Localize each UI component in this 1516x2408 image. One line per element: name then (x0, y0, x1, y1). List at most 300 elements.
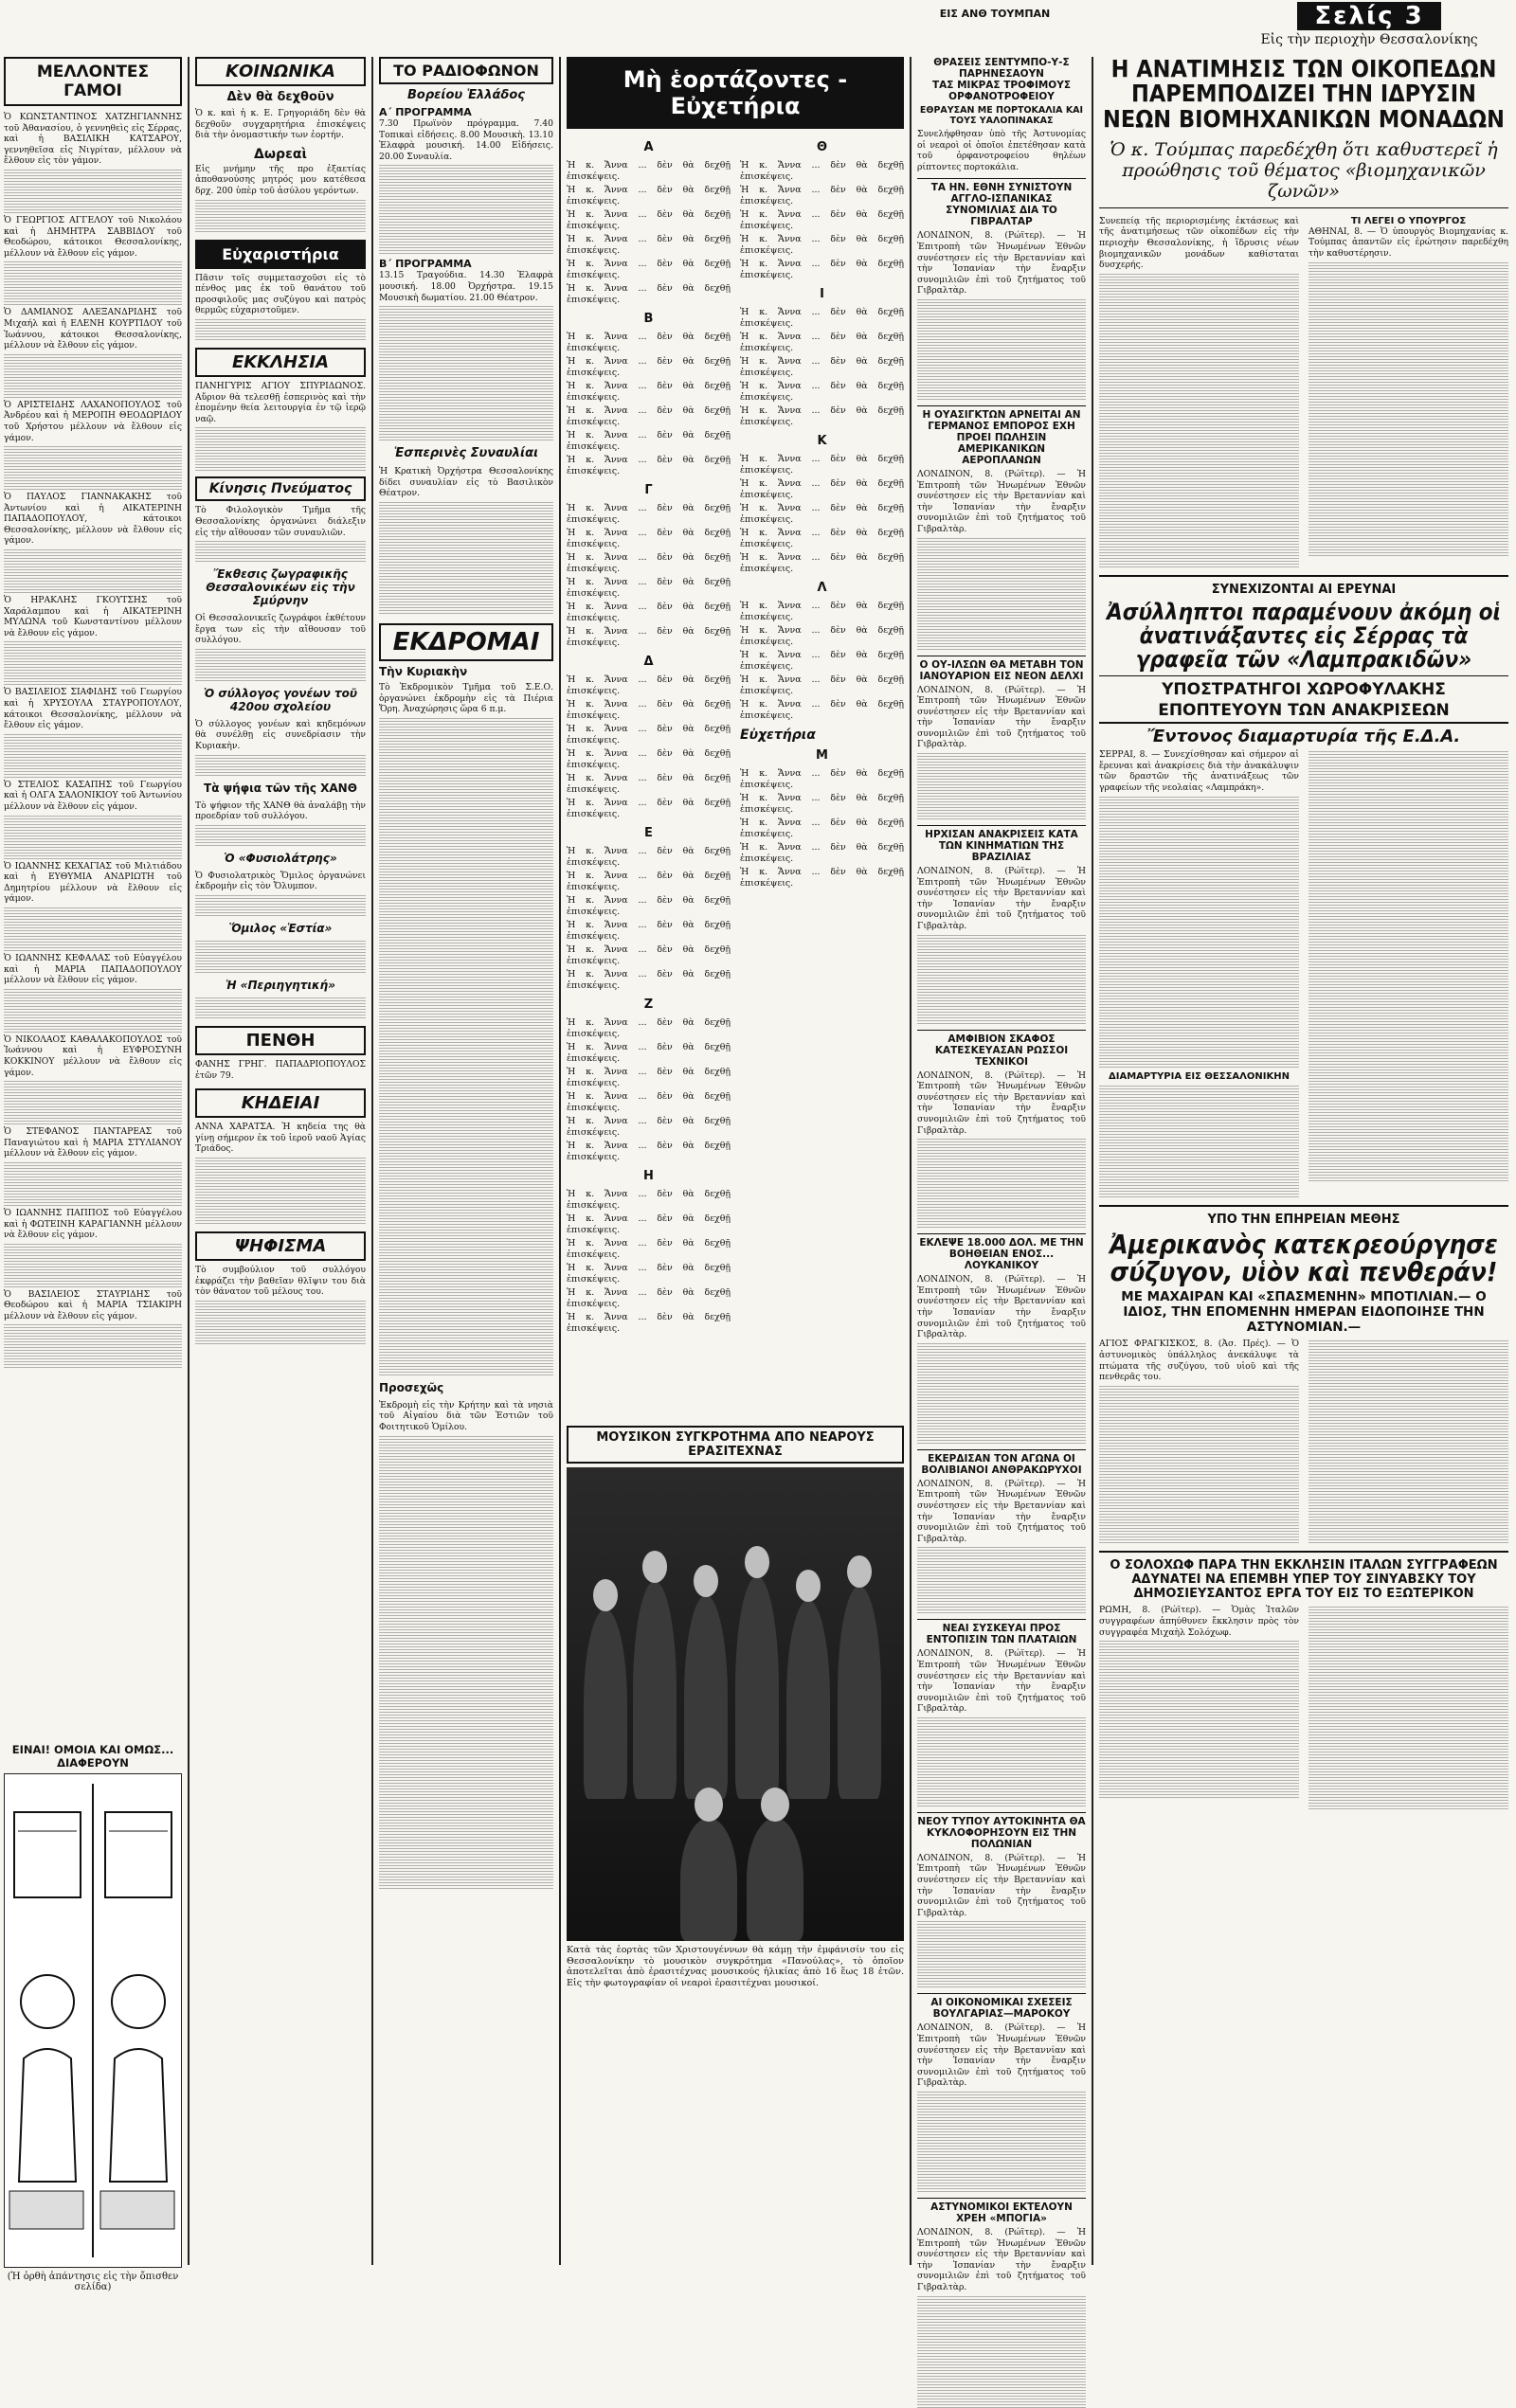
eucheteria-title: Εὐχετήρια (740, 728, 816, 743)
text-filler (1099, 1534, 1299, 1543)
text-filler (917, 1184, 1086, 1194)
upcoming-title: Προσεχῶς (379, 1380, 444, 1394)
news-brief-text: ΛΟΝΔΙΝΟΝ, 8. (Ρώϊτερ). — Ἡ Ἐπιτροπὴ τῶν Ἡνωμένων Ἐθνῶν συνέστησεν εἰς τὴν Βρεταννίαν καὶ τὴν Ἱσπανίαν τὴν ἔναρξιν συνομιλιῶν ἐπὶ τοῦ ζητήματος τοῦ Γιβραλτὰρ. (917, 1274, 1086, 1340)
greetings-left (567, 135, 731, 1337)
text-filler (379, 1675, 553, 1684)
text-filler (1308, 478, 1508, 488)
text-filler (1308, 1766, 1508, 1775)
text-filler (1308, 353, 1508, 363)
text-filler (379, 1720, 553, 1730)
text-filler (4, 181, 182, 190)
text-filler (1308, 262, 1508, 272)
text-filler (1099, 1086, 1299, 1095)
text-filler (4, 354, 182, 364)
greeting-line: Ἡ κ. Ἄννα ... δὲν θὰ δεχθῇ ἐπισκέψεις. (740, 307, 904, 329)
text-filler (1099, 1409, 1299, 1418)
text-filler (917, 1921, 1086, 1931)
greetings-letter: Β (643, 312, 654, 326)
estia-club-title: Ὅμιλος «Ἑστία» (228, 922, 333, 936)
masthead-center-label: ΕΙΣ ΑΝΘ ΤΟΥΜΠΑΝ (939, 8, 1051, 20)
greeting-line: Ἡ κ. Ἄννα ... δὲν θὰ δεχθῇ ἐπισκέψεις. (740, 381, 904, 403)
text-filler (1308, 410, 1508, 420)
greeting-line: Ἡ κ. Ἄννα ... δὲν θὰ δεχθῇ ἐπισκέψεις. (740, 454, 904, 476)
text-filler (917, 1366, 1086, 1375)
text-filler (1308, 865, 1508, 874)
greeting-line: Ἡ κ. Ἄννα ... δὲν θὰ δεχθῇ ἐπισκέψεις. (567, 405, 731, 427)
wedding-notice: Ὁ ΒΑΣΙΛΕΙΟΣ ΣΙΑΦΙΔΗΣ τοῦ Γεωργίου καὶ ἡ ΧΡΥΣΟΥΛΑ ΣΤΑΥΡΟΠΟΥΛΟΥ, κάτοικοι Θεσσαλονίκης, μέλλουν νὰ ἔλθουν εἰς γάμον. (4, 687, 182, 731)
text-filler (1099, 376, 1299, 386)
band-photo-block (567, 1426, 904, 1991)
greetings-letter: Γ (644, 483, 653, 497)
greeting-line: Ἡ κ. Ἄννα ... δὲν θὰ δεχθῇ ἐπισκέψεις. (567, 846, 731, 868)
text-filler (917, 572, 1086, 582)
greeting-line: Ἡ κ. Ἄννα ... δὲν θὰ δεχθῇ ἐπισκέψεις. (740, 234, 904, 256)
program-a-text: 7.30 Πρωϊνὸν πρόγραμμα. 7.40 Τοπικαὶ εἰδήσεις. 8.00 Μουσικὴ. 13.10 Ἐλαφρὰ μουσική. 14.00 Εἰδήσεις. 20.00 Συναυλία. (379, 118, 553, 162)
text-filler (1308, 1340, 1508, 1350)
text-filler (379, 1332, 553, 1341)
parents-association-title: Ὁ σύλλογος γονέων τοῦ 420ου σχολείου (203, 686, 358, 713)
column-weddings (4, 57, 182, 2292)
serres-body: ΣΕΡΡΑΙ, 8. — Συνεχίσθησαν καὶ σήμερον αἱ ἔρευναι καὶ ἀνακρίσεις διὰ τὴν ἀνακάλυψιν τῶν δραστῶν τῆς ἀνατινάξεως τῶν γραφείων τῆς νεολαίας «Λαμπράκη». (1099, 749, 1299, 794)
weddings-title: ΜΕΛΛΟΝΤΕΣ ΓΑΜΟΙ (4, 57, 182, 106)
program-a-title: Α΄ ΠΡΟΓΡΑΜΜΑ (379, 106, 472, 118)
greeting-line: Ἡ κ. Ἄννα ... δὲν θὰ δεχθῇ ἐπισκέψεις. (567, 503, 731, 525)
text-filler (1308, 1534, 1508, 1543)
text-filler (4, 1162, 182, 1172)
text-filler (1308, 1138, 1508, 1147)
text-filler (1099, 967, 1299, 977)
greetings-letter: Λ (817, 581, 827, 595)
greeting-line: Ἡ κ. Ἄννα ... δὲν θὰ δεχθῇ ἐπισκέψεις. (740, 478, 904, 500)
exhibition-text: Οἱ Θεσσαλονικεῖς ζωγράφοι ἐκθέτουν ἔργα των εἰς τὴν αἴθουσαν τοῦ συλλόγου. (195, 613, 366, 646)
text-filler (379, 1366, 553, 1375)
wedding-notice: Ὁ ΑΡΙΣΤΕΙΔΗΣ ΛΑΧΑΝΟΠΟΥΛΟΣ τοῦ Ἀνδρέου καὶ ἡ ΜΕΡΟΠΗ ΘΕΟΔΩΡΙΔΟΥ τοῦ Χρήστου μέλλουν νὰ ἔλθουν εἰς γάμον. (4, 399, 182, 443)
text-filler (917, 1932, 1086, 1942)
text-filler (379, 741, 553, 750)
text-filler (1099, 831, 1299, 840)
text-filler (917, 1592, 1086, 1602)
text-filler (379, 1754, 553, 1764)
text-filler (379, 1230, 553, 1239)
text-filler (1308, 524, 1508, 533)
text-filler (1308, 979, 1508, 988)
text-filler (1308, 785, 1508, 795)
news-brief-headline: Ο ΟΥ-ΙΛΣΩΝ ΘΑ ΜΕΤΑΒΗ ΤΟΝ ΙΑΝΟΥΑΡΙΟΝ ΕΙΣ ΝΕΟΝ ΔΕΛΧΙ (919, 658, 1084, 682)
text-filler (917, 595, 1086, 604)
news-brief-text: ΛΟΝΔΙΝΟΝ, 8. (Ρώϊτερ). — Ἡ Ἐπιτροπὴ τῶν Ἡνωμένων Ἐθνῶν συνέστησεν εἰς τὴν Βρεταννίαν καὶ τὴν Ἱσπανίαν τὴν ἔναρξιν συνομιλιῶν ἐπὶ τοῦ ζητήματος τοῦ Γιβραλτὰρ. (917, 2227, 1086, 2292)
news-brief-headline: ΕΚΛΕΨΕ 18.000 ΔΟΛ. ΜΕ ΤΗΝ ΒΟΗΘΕΙΑΝ ΕΝΟΣ... ΛΟΥΚΑΝΙΚΟΥ (919, 1237, 1084, 1272)
text-filler (1308, 1024, 1508, 1033)
text-filler (379, 968, 553, 978)
text-filler (4, 907, 182, 917)
text-filler (1099, 297, 1299, 306)
text-filler (917, 2330, 1086, 2340)
greeting-line: Ἡ κ. Ἄννα ... δὲν θὰ δεχθῇ ἐπισκέψεις. (740, 625, 904, 647)
text-filler (917, 640, 1086, 650)
text-filler (917, 1150, 1086, 1159)
text-filler (917, 958, 1086, 967)
text-filler (379, 1595, 553, 1605)
column-news-briefs (917, 57, 1086, 2292)
greeting-line: Ἡ κ. Ἄννα ... δὲν θὰ δεχθῇ ἐπισκέψεις. (740, 259, 904, 280)
greetings-letter: Μ (816, 748, 828, 763)
text-filler (1308, 1352, 1508, 1361)
text-filler (379, 1709, 553, 1718)
greeting-line: Ἡ κ. Ἄννα ... δὲν θὰ δεχθῇ ἐπισκέψεις. (567, 160, 731, 182)
text-filler (4, 1081, 182, 1090)
page-region: Εἰς τὴν περιοχὴν Θεσσαλονίκης (1260, 32, 1478, 47)
greeting-line: Ἡ κ. Ἄννα ... δὲν θὰ δεχθῇ ἐπισκέψεις. (567, 944, 731, 966)
text-filler (1308, 751, 1508, 761)
text-filler (379, 1811, 553, 1821)
text-filler (1099, 865, 1299, 874)
wedding-notice: Ὁ ΝΙΚΟΛΑΟΣ ΚΑΘΑΛΑΚΟΠΟΥΛΟΣ τοῦ Ἰωάννου καὶ ἡ ΕΥΦΡΟΣΥΝΗ ΚΟΚΚΙΝΟΥ μέλλουν νὰ ἔλθουν εἰς γάμον. (4, 1033, 182, 1078)
text-filler (379, 843, 553, 853)
text-filler (4, 838, 182, 848)
drunk-body: ΑΓΙΟΣ ΦΡΑΓΚΙΣΚΟΣ, 8. (Ἀσ. Πρές). — Ὁ ἀστυνομικὸς ὑπάλληλος ἀνεκάλυψε τὰ πτώματα τῆς συζύγου, τοῦ υἱοῦ καὶ τῆς πενθερᾶς του. (1099, 1339, 1299, 1383)
text-filler (917, 1423, 1086, 1432)
touring-club-title: Ἡ «Περιηγητική» (226, 979, 335, 993)
band-photo-title: ΜΟΥΣΙΚΟΝ ΣΥΓΚΡΟΤΗΜΑ ΑΠΟ ΝΕΑΡΟΥΣ ΕΡΑΣΙΤΕΧΝΑΣ (567, 1426, 904, 1464)
text-filler (1099, 1698, 1299, 1707)
text-filler (379, 1343, 553, 1353)
text-filler (4, 572, 182, 582)
text-filler (917, 390, 1086, 400)
text-filler (4, 561, 182, 570)
radio-title: ΤΟ ΡΑΔΙΟΦΩΝΟΝ (379, 57, 553, 84)
greeting-line: Ἡ κ. Ἄννα ... δὲν θὰ δεχθῇ ἐπισκέψεις. (740, 405, 904, 427)
greeting-line: Ἡ κ. Ἄννα ... δὲν θὰ δεχθῇ ἐπισκέψεις. (740, 503, 904, 525)
greeting-line: Ἡ κ. Ἄννα ... δὲν θὰ δεχθῇ ἐπισκέψεις. (740, 160, 904, 182)
text-filler (1099, 979, 1299, 988)
text-filler (1308, 1386, 1508, 1395)
funerals-title: ΚΗΔΕΙΑΙ (195, 1088, 366, 1118)
news-brief-headline: ΑΙ ΟΙΚΟΝΟΜΙΚΑΙ ΣΧΕΣΕΙΣ ΒΟΥΛΓΑΡΙΑΣ—ΜΑΡΟΚΟΥ (930, 1997, 1073, 2021)
column-radio (379, 57, 553, 2265)
text-filler (917, 2183, 1086, 2192)
text-filler (917, 1570, 1086, 1579)
text-filler (379, 1686, 553, 1696)
text-filler (4, 1196, 182, 1206)
text-filler (917, 1400, 1086, 1410)
text-filler (1099, 512, 1299, 522)
column-rule (910, 57, 911, 2265)
text-filler (1308, 1698, 1508, 1707)
greeting-line: Ἡ κ. Ἄννα ... δὲν θὰ δεχθῇ ἐπισκέψεις. (567, 626, 731, 648)
greeting-line: Ἡ κ. Ἄννα ... δὲν θὰ δεχθῇ ἐπισκέψεις. (567, 920, 731, 942)
text-filler (1308, 467, 1508, 476)
greeting-line: Ἡ κ. Ἄννα ... δὲν θὰ δεχθῇ ἐπισκέψεις. (567, 381, 731, 403)
text-filler (1308, 331, 1508, 340)
band-photo (567, 1467, 904, 1941)
text-filler (1308, 1477, 1508, 1486)
greeting-line: Ἡ κ. Ἄννα ... δὲν θὰ δεχθῇ ἐπισκέψεις. (567, 332, 731, 353)
greeting-line: Ἡ κ. Ἄννα ... δὲν θὰ δεχθῇ ἐπισκέψεις. (567, 1263, 731, 1285)
sholokhov-headline: Ο ΣΟΛΟΧΩΦ ΠΑΡΑ ΤΗΝ ΕΚΚΛΗΣΙΝ ΙΤΑΛΩΝ ΣΥΓΓΡΑΦΕΩΝ ΑΔΥΝΑΤΕΙ ΝΑ ΕΠΕΜΒΗ ΥΠΕΡ ΤΟΥ ΣΙΝΥΑΒΣΚΥ ΤΟΥ ΔΗΜΟΣΙΕΥΣΑΝΤΟΣ ΕΡΓΑ ΤΟΥ ΕΙΣ ΤΟ ΕΞΩΤΕΡΙΚΟΝ (1110, 1558, 1498, 1602)
news-brief-text: ΛΟΝΔΙΝΟΝ, 8. (Ρώϊτερ). — Ἡ Ἐπιτροπὴ τῶν Ἡνωμένων Ἐθνῶν συνέστησεν εἰς τὴν Βρεταννίαν καὶ τὴν Ἱσπανίαν τὴν ἔναρξιν συνομιλιῶν ἐπὶ τοῦ ζητήματος τοῦ Γιβραλτὰρ. (917, 1478, 1086, 1544)
news-brief-headline: Η ΟΥΑΣΙΓΚΤΩΝ ΑΡΝΕΙΤΑΙ ΑΝ ΓΕΡΜΑΝΟΣ ΕΜΠΟΡΟΣ ΕΧΗ ΠΡΟΕΙ ΠΩΛΗΣΙΝ ΑΜΕΡΙΚΑΝΙΚΩΝ ΑΕΡΟΠΛΑΝΩΝ (922, 408, 1081, 466)
text-filler (917, 299, 1086, 309)
text-filler (1099, 1420, 1299, 1429)
text-filler (379, 1105, 553, 1114)
text-filler (917, 1786, 1086, 1795)
text-filler (917, 584, 1086, 593)
greetings-letter: Ζ (643, 997, 654, 1012)
text-filler (4, 1278, 182, 1287)
text-filler (379, 1048, 553, 1057)
text-filler (379, 866, 553, 875)
text-filler (917, 946, 1086, 956)
text-filler (1099, 1013, 1299, 1022)
greeting-line: Ἡ κ. Ἄννα ... δὲν θὰ δεχθῇ ἐπισκέψεις. (740, 356, 904, 378)
text-filler (379, 1493, 553, 1502)
news-brief-text: ΛΟΝΔΙΝΟΝ, 8. (Ρώϊτερ). — Ἡ Ἐπιτροπὴ τῶν Ἡνωμένων Ἐθνῶν συνέστησεν εἰς τὴν Βρεταννίαν καὶ τὴν Ἱσπανίαν τὴν ἔναρξιν συνομιλιῶν ἐπὶ τοῦ ζητήματος τοῦ Γιβραλτὰρ. (917, 1852, 1086, 1918)
text-filler (1308, 1115, 1508, 1124)
text-filler (379, 1241, 553, 1250)
church-title: ΕΚΚΛΗΣΙΑ (195, 348, 366, 377)
text-filler (917, 2148, 1086, 2158)
news-brief-text: ΛΟΝΔΙΝΟΝ, 8. (Ρώϊτερ). — Ἡ Ἐπιτροπὴ τῶν Ἡνωμένων Ἐθνῶν συνέστησεν εἰς τὴν Βρεταννίαν καὶ τὴν Ἱσπανίαν τὴν ἔναρξιν συνομιλιῶν ἐπὶ τοῦ ζητήματος τοῦ Γιβραλτὰρ. (917, 2022, 1086, 2089)
xanth-text: Τὸ ψήφιον τῆς ΧΑΝΘ θὰ ἀναλάβῃ τὴν προεδρίαν τοῦ συλλόγου. (195, 800, 366, 822)
page-number: Σελίς 3 (1297, 2, 1440, 30)
text-filler (1308, 774, 1508, 783)
page-number-block (1232, 2, 1507, 47)
text-filler (1308, 547, 1508, 556)
text-filler (917, 322, 1086, 332)
text-filler (379, 1321, 553, 1330)
text-filler (1099, 285, 1299, 295)
greeting-line: Ἡ κ. Ἄννα ... δὲν θὰ δεχθῇ ἐπισκέψεις. (567, 283, 731, 305)
text-filler (4, 469, 182, 478)
text-filler (1308, 1800, 1508, 1809)
text-filler (379, 775, 553, 784)
text-filler (1099, 819, 1299, 829)
text-filler (379, 1834, 553, 1843)
text-filler (1308, 1149, 1508, 1159)
text-filler (1308, 1720, 1508, 1730)
text-filler (379, 1698, 553, 1707)
text-filler (1308, 1363, 1508, 1373)
text-filler (1099, 387, 1299, 397)
greeting-line: Ἡ κ. Ἄννα ... δὲν θὰ δεχθῇ ἐπισκέψεις. (740, 699, 904, 721)
text-filler (4, 675, 182, 685)
text-filler (379, 900, 553, 909)
text-filler (917, 1978, 1086, 1987)
text-filler (379, 1298, 553, 1307)
text-filler (917, 1604, 1086, 1613)
text-filler (4, 942, 182, 951)
greeting-line: Ἡ κ. Ἄννα ... δὲν θὰ δεχθῇ ἐπισκέψεις. (567, 1287, 731, 1309)
text-filler (917, 1411, 1086, 1421)
text-filler (1099, 1477, 1299, 1486)
text-filler (1308, 876, 1508, 886)
cartoon-block (4, 1743, 182, 2292)
text-filler (1099, 1154, 1299, 1163)
text-filler (379, 1516, 553, 1525)
text-filler (1099, 1788, 1299, 1798)
greeting-line: Ἡ κ. Ἄννα ... δὲν θὰ δεχθῇ ἐπισκέψεις. (740, 842, 904, 864)
greeting-line: Ἡ κ. Ἄννα ... δὲν θὰ δεχθῇ ἐπισκέψεις. (567, 430, 731, 452)
text-filler (1099, 1709, 1299, 1718)
text-filler (917, 311, 1086, 320)
greeting-line: Ἡ κ. Ἄννα ... δὲν θὰ δεχθῇ ἐπισκέψεις. (567, 1042, 731, 1064)
text-filler (1099, 1454, 1299, 1464)
text-filler (1308, 1001, 1508, 1011)
text-filler (379, 1014, 553, 1023)
text-filler (4, 549, 182, 559)
text-filler (917, 1218, 1086, 1228)
greeting-line: Ἡ κ. Ἄννα ... δὲν θὰ δεχθῇ ἐπισκέψεις. (740, 793, 904, 815)
text-filler (1308, 285, 1508, 295)
text-filler (379, 1607, 553, 1616)
column-rule (1092, 57, 1093, 2265)
text-filler (917, 561, 1086, 570)
text-filler (917, 345, 1086, 354)
greeting-line: Ἡ κ. Ἄννα ... δὲν θὰ δεχθῇ ἐπισκέψεις. (567, 1141, 731, 1162)
text-filler (1308, 422, 1508, 431)
text-filler (1308, 1104, 1508, 1113)
text-filler (917, 2296, 1086, 2306)
text-filler (4, 1347, 182, 1357)
text-filler (1099, 1686, 1299, 1696)
funerals-text: ΑΝΝΑ ΧΑΡΑΤΣΑ. Ἡ κηδεία της θὰ γίνῃ σήμερον ἐκ τοῦ ἱεροῦ ναοῦ Ἁγίας Τριάδος. (195, 1122, 366, 1155)
greeting-line: Ἡ κ. Ἄννα ... δὲν θὰ δεχθῇ ἐπισκέψεις. (567, 748, 731, 770)
text-filler (1099, 410, 1299, 420)
spirit-movement-title: Κίνησις Πνεύματος (195, 476, 366, 501)
text-filler (1308, 910, 1508, 920)
text-filler (1308, 274, 1508, 283)
greetings-columns (567, 135, 904, 1337)
text-filler (917, 1389, 1086, 1398)
concerts-title: Ἑσπερινὲς Συναυλίαι (393, 446, 539, 461)
text-filler (1099, 854, 1299, 863)
text-filler (379, 1572, 553, 1582)
news-brief-text: ΛΟΝΔΙΝΟΝ, 8. (Ρώϊτερ). — Ἡ Ἐπιτροπὴ τῶν Ἡνωμένων Ἐθνῶν συνέστησεν εἰς τὴν Βρεταννίαν καὶ τὴν Ἱσπανίαν τὴν ἔναρξιν συνομιλιῶν ἐπὶ τοῦ ζητήματος τοῦ Γιβραλτὰρ. (917, 468, 1086, 534)
text-filler (1099, 1641, 1299, 1650)
text-filler (379, 1116, 553, 1125)
text-filler (379, 1743, 553, 1752)
text-filler (379, 1036, 553, 1046)
text-filler (917, 1377, 1086, 1387)
text-filler (4, 204, 182, 213)
greeting-line: Ἡ κ. Ἄννα ... δὲν θὰ δεχθῇ ἐπισκέψεις. (567, 1213, 731, 1235)
text-filler (1099, 1131, 1299, 1141)
text-filler (1308, 1160, 1508, 1170)
text-filler (4, 641, 182, 651)
text-filler (379, 1286, 553, 1296)
excursions-title: ΕΚΔΡΟΜΑΙ (379, 623, 553, 661)
text-filler (1308, 1126, 1508, 1136)
text-filler (1099, 1465, 1299, 1475)
text-filler (1308, 1629, 1508, 1639)
sholokhov-body: ΡΩΜΗ, 8. (Ρώϊτερ). — Ὁμὰς Ἰταλῶν συγγραφέων ἀπηύθυνεν ἔκκλησιν πρὸς τὸν συγγραφέα Μιχαὴλ Σολόχωφ. (1099, 1605, 1299, 1638)
main-body: Συνεπείᾳ τῆς περιορισμένης ἐκτάσεως καὶ τῆς ἀνατιμήσεως τῶν οἰκοπέδων εἰς τὴν περιοχὴν Θεσσαλονίκης, ἡ ἵδρυσις νέων βιομηχανικῶν μονάδων καθίσταται δυσχερής. (1099, 215, 1299, 271)
text-filler (4, 1092, 182, 1102)
text-filler (1308, 1465, 1508, 1475)
text-filler (1308, 501, 1508, 511)
parents-association-text: Ὁ σύλλογος γονέων καὶ κηδεμόνων θὰ συνέλθῃ εἰς συνεδρίασιν τὴν Κυριακὴν. (195, 718, 366, 752)
text-filler (1308, 1443, 1508, 1452)
greeting-line: Ἡ κ. Ἄννα ... δὲν θὰ δεχθῇ ἐπισκέψεις. (740, 209, 904, 231)
text-filler (1099, 1024, 1299, 1033)
text-filler (379, 1459, 553, 1468)
text-filler (379, 1766, 553, 1775)
text-filler (4, 1104, 182, 1113)
text-filler (1099, 365, 1299, 374)
donations-text: Εἰς μνήμην τῆς προ ἐξαετίας ἀποθανούσης μητρός μου κατέθεσα δρχ. 200 ὑπὲρ τοῦ ἀσύλου γερόντων. (195, 163, 366, 196)
text-filler (1099, 353, 1299, 363)
text-filler (4, 664, 182, 674)
text-filler (379, 1663, 553, 1673)
text-filler (1099, 899, 1299, 908)
resolution-title: ΨΗΦΙΣΜΑ (195, 1231, 366, 1261)
minister-text: ΑΘΗΝΑΙ, 8. — Ὁ ὑπουργὸς Βιομηχανίας κ. Τούμπας ἀπαντῶν εἰς ἐρώτησιν παρεδέχθη τὴν καθυστέρησιν. (1308, 225, 1508, 259)
serres-headline: Ἀσύλληπτοι παραμένουν ἀκόμη οἱ ἀνατινάξαντες εἰς Σέρρας τὰ γραφεῖα τῶν «Λαμπρακιδῶν» (1107, 598, 1501, 674)
text-filler (1099, 467, 1299, 476)
text-filler (1308, 1641, 1508, 1650)
text-filler (1099, 1386, 1299, 1395)
text-filler (917, 1797, 1086, 1806)
text-filler (1099, 444, 1299, 454)
text-filler (917, 2126, 1086, 2135)
greetings-letter: Η (643, 1169, 654, 1183)
greetings-title: Μὴ ἑορτάζοντες - Εὐχετήρια (567, 57, 904, 129)
text-filler (917, 1967, 1086, 1976)
news-brief-text: ΛΟΝΔΙΝΟΝ, 8. (Ρώϊτερ). — Ἡ Ἐπιτροπὴ τῶν Ἡνωμένων Ἐθνῶν συνέστησεν εἰς τὴν Βρεταννίαν καὶ τὴν Ἱσπανίαν τὴν ἔναρξιν συνομιλιῶν ἐπὶ τοῦ ζητήματος τοῦ Γιβραλτὰρ. (917, 866, 1086, 932)
wedding-notice: Ὁ ΣΤΕΦΑΝΟΣ ΠΑΝΤΑΡΕΑΣ τοῦ Παναγιώτου καὶ ἡ ΜΑΡΙΑ ΣΤΥΛΙΑΝΟΥ μέλλουν νὰ ἔλθουν εἰς γάμον. (4, 1126, 182, 1159)
text-filler (917, 2319, 1086, 2328)
text-filler (917, 1173, 1086, 1182)
news-brief-headline: ΝΕΑΙ ΣΥΣΚΕΥΑΙ ΠΡΟΣ ΕΝΤΟΠΙΣΙΝ ΤΩΝ ΠΛΑΤΑΙΩΝ (926, 1623, 1077, 1646)
text-filler (1308, 376, 1508, 386)
text-filler (917, 776, 1086, 785)
text-filler (379, 1173, 553, 1182)
text-filler (379, 854, 553, 864)
text-filler (379, 1070, 553, 1080)
text-filler (1099, 1142, 1299, 1152)
text-filler (917, 2342, 1086, 2351)
text-filler (379, 1218, 553, 1228)
greeting-line: Ἡ κ. Ἄννα ... δὲν θὰ δεχθῇ ἐπισκέψεις. (567, 259, 731, 280)
text-filler (1308, 842, 1508, 852)
church-text: ΠΑΝΗΓΥΡΙΣ ΑΓΙΟΥ ΣΠΥΡΙΔΩΝΟΣ. Αὔριον θὰ τελεσθῇ ἑσπερινὸς καὶ τὴν ἑπομένην θεία λειτουργία ἐν τῷ ἱερῷ ναῷ. (195, 380, 366, 424)
text-filler (1099, 1188, 1299, 1197)
text-filler (379, 991, 553, 1000)
text-filler (4, 989, 182, 998)
thanks-title: Εὐχαριστήρια (195, 240, 366, 269)
text-filler (379, 1059, 553, 1069)
text-filler (379, 1184, 553, 1194)
text-filler (1099, 808, 1299, 818)
greetings-letter: Ι (820, 287, 824, 301)
text-filler (1099, 422, 1299, 431)
xanth-title: Τὰ ψήφια τῶν τῆς ΧΑΝΘ (204, 781, 357, 795)
text-filler (1099, 1058, 1299, 1068)
text-filler (917, 2103, 1086, 2112)
cartoon-image (4, 1773, 182, 2268)
text-filler (379, 1482, 553, 1491)
news-brief-headline: ΑΣΤΥΝΟΜΙΚΟΙ ΕΚΤΕΛΟΥΝ ΧΡΕΗ «ΜΠΟΓΙΑ» (930, 2201, 1073, 2224)
text-filler (1308, 1047, 1508, 1056)
news-brief-text: ΛΟΝΔΙΝΟΝ, 8. (Ρώϊτερ). — Ἡ Ἐπιτροπὴ τῶν Ἡνωμένων Ἐθνῶν συνέστησεν εἰς τὴν Βρεταννίαν καὶ τὴν Ἱσπανίαν τὴν ἔναρξιν συνομιλιῶν ἐπὶ τοῦ ζητήματος τοῦ Γιβραλτὰρ. (917, 1069, 1086, 1136)
text-filler (917, 935, 1086, 944)
text-filler (917, 1207, 1086, 1216)
text-filler (379, 1561, 553, 1571)
text-filler (1308, 1092, 1508, 1102)
wedding-notice: Ὁ ΓΕΩΡΓΙΟΣ ΑΓΓΕΛΟΥ τοῦ Νικολάου καὶ ἡ ΔΗΜΗΤΡΑ ΣΑΒΒΙΔΟΥ τοῦ Θεοδώρου, κάτοικοι Θεσσαλονίκης, μέλλουν νὰ ἔλθουν εἰς γάμον. (4, 214, 182, 259)
text-filler (1099, 1165, 1299, 1175)
greeting-line: Ἡ κ. Ἄννα ... δὲν θὰ δεχθῇ ἐπισκέψεις. (740, 674, 904, 696)
